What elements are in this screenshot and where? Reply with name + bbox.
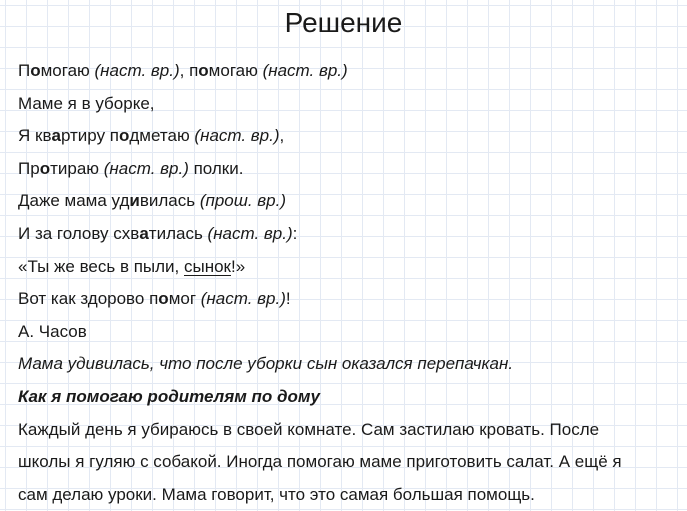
stressed-vowel: о bbox=[39, 158, 51, 178]
stressed-vowel: о bbox=[198, 61, 209, 80]
text-fragment: дметаю bbox=[129, 126, 195, 146]
essay-line: Каждый день я убираюсь в своей комнате. Сам застилаю кровать. После bbox=[18, 419, 600, 439]
text-fragment: ! bbox=[285, 289, 291, 309]
text-fragment: ртиру п bbox=[60, 126, 119, 146]
poem-author: А. Часов bbox=[18, 321, 87, 341]
stressed-vowel: а bbox=[51, 126, 61, 146]
poem-line bbox=[18, 251, 683, 284]
text-fragment: мог bbox=[168, 289, 201, 309]
tense-note: (наст. вр.) bbox=[194, 126, 280, 146]
text-fragment: , bbox=[279, 126, 285, 146]
tense-note: (наст. вр.) bbox=[262, 61, 348, 80]
text-fragment: тираю bbox=[50, 158, 104, 178]
text-fragment: Пр bbox=[18, 158, 40, 178]
tense-note: (наст. вр.) bbox=[94, 61, 180, 80]
text-fragment: полки. bbox=[188, 158, 244, 178]
tense-note: (наст. вр.) bbox=[200, 289, 286, 309]
solution-content bbox=[18, 55, 683, 511]
poem-summary: Мама удивилась, что после уборки сын оказался перепачкан. bbox=[18, 354, 514, 374]
poem-line bbox=[18, 120, 683, 153]
text-fragment: , п bbox=[179, 61, 199, 80]
poem-line bbox=[18, 153, 683, 186]
text-fragment: Маме я в уборке, bbox=[18, 93, 155, 113]
text-fragment: Я кв bbox=[18, 126, 52, 146]
page-title: Решение bbox=[284, 7, 403, 38]
text-fragment: !» bbox=[231, 256, 246, 276]
text-fragment: «Ты же весь в пыли, bbox=[18, 256, 184, 276]
poem-line bbox=[18, 218, 683, 251]
essay-text bbox=[18, 414, 683, 511]
stressed-vowel: о bbox=[30, 61, 41, 80]
stressed-vowel: и bbox=[129, 191, 140, 211]
essay-line: сам делаю уроки. Мама говорит, что это самая большая помощь. bbox=[18, 484, 535, 504]
text-fragment: могаю bbox=[40, 61, 95, 80]
poem-line bbox=[18, 283, 683, 316]
text-fragment: П bbox=[18, 61, 31, 80]
poem-line bbox=[18, 55, 683, 88]
tense-note: (прош. вр.) bbox=[199, 191, 287, 211]
text-fragment: вилась bbox=[139, 191, 200, 211]
text-fragment: И за голову схв bbox=[18, 223, 140, 243]
essay-heading: Как я помогаю родителям по дому bbox=[18, 386, 320, 406]
text-fragment: : bbox=[292, 223, 298, 243]
essay-line: школы я гуляю с собакой. Иногда помогаю маме приготовить салат. А ещё я bbox=[18, 452, 622, 472]
text-fragment: могаю bbox=[208, 61, 263, 80]
stressed-vowel: о bbox=[158, 289, 169, 309]
tense-note: (наст. вр.) bbox=[103, 158, 189, 178]
text-fragment: тилась bbox=[148, 223, 208, 243]
poem-line bbox=[18, 185, 683, 218]
poem-line bbox=[18, 88, 683, 121]
tense-note: (наст. вр.) bbox=[207, 223, 293, 243]
poem bbox=[18, 55, 683, 316]
text-fragment: Даже мама уд bbox=[18, 191, 130, 211]
stressed-vowel: о bbox=[119, 126, 130, 146]
stressed-vowel: а bbox=[139, 223, 149, 243]
text-fragment: Вот как здорово п bbox=[18, 289, 159, 309]
underlined-word: сынок bbox=[184, 256, 231, 276]
